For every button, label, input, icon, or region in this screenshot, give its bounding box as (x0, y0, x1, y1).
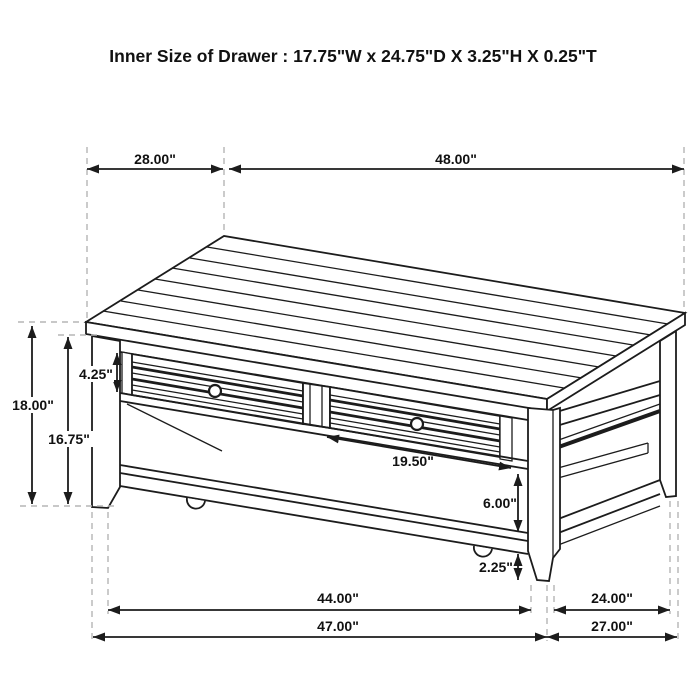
dimension-overall-height (6, 326, 59, 504)
left-stile (122, 352, 132, 395)
dimension-label: 27.00" (591, 618, 633, 634)
dimension-label: 48.00" (435, 151, 477, 167)
dimension-label: 6.00" (483, 495, 517, 511)
drawer-divider (303, 383, 330, 428)
side-shelf-edge (558, 453, 648, 478)
drawer-knob-right (411, 418, 423, 430)
right-stile (500, 416, 512, 461)
drawer-knob-left (209, 385, 221, 397)
dimension-side-inner-depth (554, 590, 670, 610)
side-shelf-top (558, 443, 648, 468)
dimension-label: 16.75" (48, 431, 90, 447)
dimension-label: 19.50" (392, 453, 434, 469)
shelf-inner-corner (127, 404, 222, 451)
dimension-shelf-opening (483, 474, 518, 532)
shelf-front-edge (120, 473, 528, 541)
dimension-side-overall-depth (547, 618, 677, 637)
dimension-label: 47.00" (317, 618, 359, 634)
dimension-front-overall-width (93, 618, 547, 637)
dimension-label: 2.25" (479, 559, 513, 575)
dimension-bottom-clearance (479, 554, 518, 580)
shelf-front-top (120, 465, 528, 533)
bottom-rail-edge (120, 486, 528, 554)
table-illustration (86, 236, 685, 581)
dimension-label: 24.00" (591, 590, 633, 606)
page-title: Inner Size of Drawer : 17.75"W x 24.75"D X 3.25"H X 0.25"T (109, 46, 597, 66)
dimension-label: 18.00" (12, 397, 54, 413)
dimension-top-width (229, 151, 684, 169)
dimension-front-inner-width (108, 590, 531, 610)
dimension-under-top-height (41, 337, 96, 504)
dimension-top-depth (87, 151, 223, 169)
side-mid-rail (553, 411, 660, 449)
front-right-leg (528, 408, 560, 581)
dimension-label: 4.25" (79, 366, 113, 382)
left-front-leg (92, 336, 120, 508)
dimension-label: 28.00" (134, 151, 176, 167)
dimension-label: 44.00" (317, 590, 359, 606)
back-right-leg (660, 331, 676, 497)
